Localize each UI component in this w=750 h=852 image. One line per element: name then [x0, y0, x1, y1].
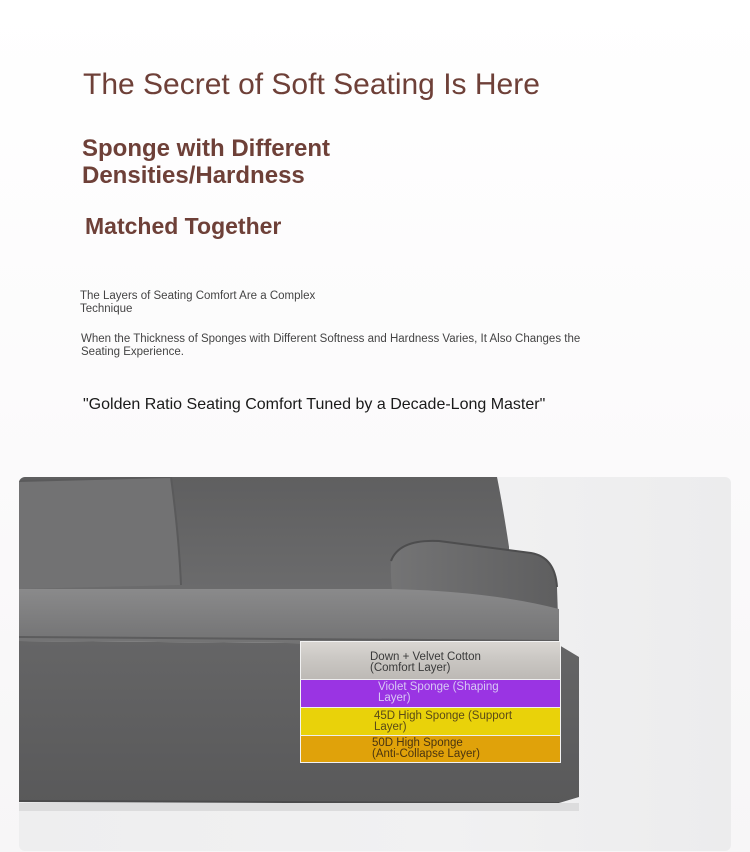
page-subtitle: Sponge with Different Densities/Hardness [82, 135, 330, 189]
tagline-quote: "Golden Ratio Seating Comfort Tuned by a Decade-Long Master" [83, 396, 546, 413]
intro-paragraph: The Layers of Seating Comfort Are a Complex Technique [80, 290, 316, 315]
layer-anti-collapse: 50D High Sponge (Anti-Collapse Layer) [301, 735, 560, 762]
page-subtitle-2: Matched Together [85, 213, 282, 239]
sponge-layers-diagram [300, 641, 561, 763]
layer-comfort: Down + Velvet Cotton (Comfort Layer) [301, 642, 560, 679]
detail-paragraph: When the Thickness of Sponges with Different Softness and Hardness Varies, It Also Changes the Seating Experience. [81, 333, 581, 358]
layer-support: 45D High Sponge (Support Layer) [301, 707, 560, 735]
layer-shaping: Violet Sponge (Shaping Layer) [301, 679, 560, 707]
page-title: The Secret of Soft Seating Is Here [83, 68, 540, 101]
